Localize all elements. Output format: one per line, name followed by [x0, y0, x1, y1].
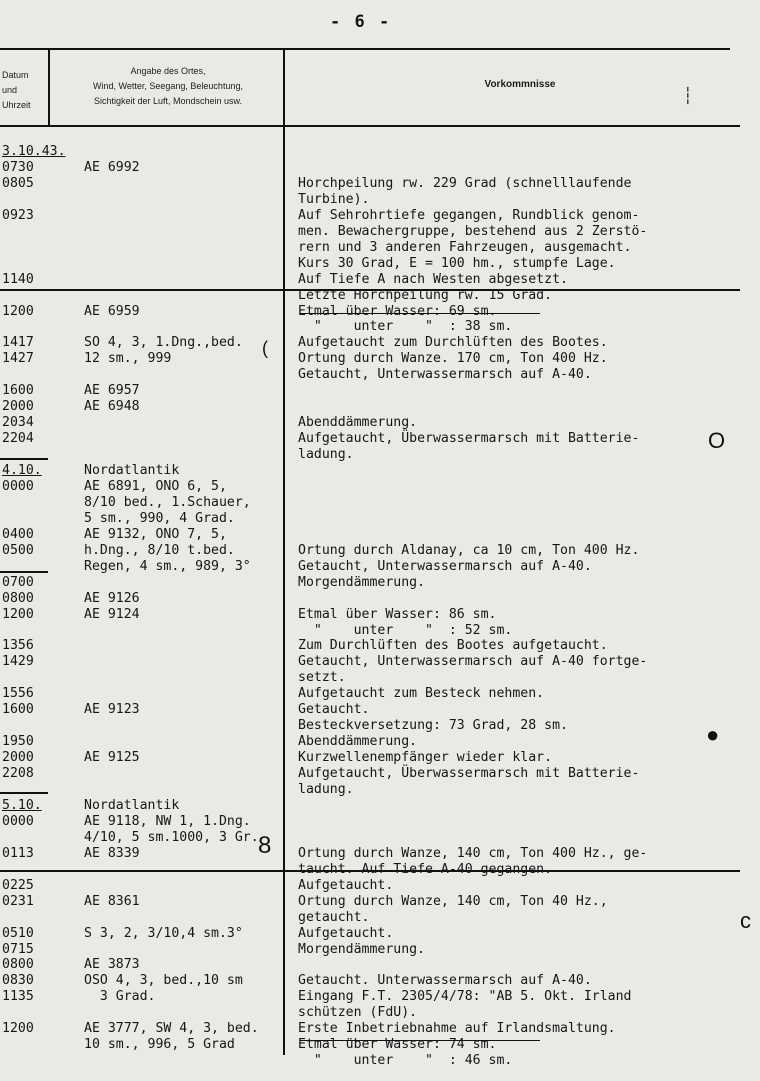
handwritten-scribble-mark: c [740, 908, 751, 933]
pencil-tick-mark: ┆ [683, 88, 693, 105]
row-event: Ortung durch Wanze. 170 cm, Ton 400 Hz. [298, 351, 608, 367]
row-time: 0800 [2, 957, 34, 973]
row-position: 8/10 bed., 1.Schauer, [84, 494, 251, 510]
row-event: Abenddämmerung. [298, 415, 418, 431]
log-row [0, 383, 760, 399]
header-location-line: Sichtigkeit der Luft, Mondschein usw. [93, 96, 243, 106]
header-date-line: Datum [2, 70, 29, 80]
log-row [0, 1037, 760, 1053]
row-event: men. Bewachergruppe, bestehend aus 2 Zerstö- [298, 223, 648, 239]
log-row [0, 1053, 760, 1069]
row-event: Ortung durch Wanze, 140 cm, Ton 400 Hz., ge- [298, 845, 648, 861]
row-time: 3.10.43. [2, 144, 66, 159]
row-event: Aufgetaucht zum Durchlüften des Bootes. [298, 335, 608, 351]
log-row [0, 702, 760, 718]
row-time: 2204 [2, 431, 34, 447]
header-location-line: Angabe des Ortes, [130, 66, 206, 76]
log-row [0, 989, 760, 1005]
log-row [0, 654, 760, 670]
log-row [0, 926, 760, 942]
row-event: taucht. Auf Tiefe A-40 gegangen. [298, 861, 553, 877]
row-time: 0000 [2, 813, 34, 829]
row-time: 1200 [2, 303, 34, 319]
column-divider-1 [48, 50, 50, 125]
row-event: Horchpeilung rw. 229 Grad (schnelllaufende [298, 175, 632, 191]
header-date-line: Uhrzeit [2, 100, 31, 110]
row-position: Regen, 4 sm., 989, 3° [84, 558, 251, 574]
log-row [0, 1005, 760, 1021]
log-row [0, 559, 760, 575]
row-time: 0000 [2, 478, 34, 494]
log-row [0, 335, 760, 351]
row-time: 1600 [2, 702, 34, 718]
row-position: 4/10, 5 sm.1000, 3 Gr. [84, 829, 259, 845]
row-time: 0400 [2, 526, 34, 542]
log-row [0, 431, 760, 447]
row-event: Etmal über Wasser: 74 sm. [298, 1037, 497, 1053]
row-time: 1429 [2, 654, 34, 670]
handwritten-circle-mark: ( [262, 338, 268, 358]
row-time: 5.10. [2, 797, 42, 813]
log-row [0, 399, 760, 415]
log-row [0, 527, 760, 543]
row-position: Nordatlantik [84, 797, 180, 813]
row-time: 0113 [2, 845, 34, 861]
log-row [0, 878, 760, 894]
row-event: Aufgetaucht zum Besteck nehmen. [298, 686, 545, 702]
log-row [0, 846, 760, 862]
header-events-column: Vorkommnisse [484, 79, 556, 90]
row-event: Aufgetaucht, Überwassermarsch mit Batterie- [298, 766, 640, 782]
log-row [0, 830, 760, 846]
row-event: Auf Sehrohrtiefe gegangen, Rundblick genom- [298, 207, 640, 223]
log-row [0, 351, 760, 367]
row-event: Etmal über Wasser: 69 sm. [298, 303, 497, 319]
log-row [0, 367, 760, 383]
log-row [0, 894, 760, 910]
row-time: 0923 [2, 207, 34, 223]
log-row [0, 750, 760, 766]
log-row [0, 910, 760, 926]
row-position: AE 9124 [84, 606, 140, 622]
handwritten-dot-mark: ● [706, 722, 720, 747]
row-event: Eingang F.T. 2305/4/78: "AB 5. Okt. Irland [298, 989, 632, 1005]
row-time: 0510 [2, 925, 34, 941]
row-event: Getaucht, Unterwassermarsch auf A-40. [298, 558, 592, 574]
row-time: 1556 [2, 686, 34, 702]
log-row [0, 798, 760, 814]
row-event: Erste Inbetriebnahme auf Irlandsmaltung. [298, 1021, 616, 1037]
row-position: AE 6959 [84, 303, 140, 319]
row-event: Ortung durch Wanze, 140 cm, Ton 40 Hz., [298, 893, 608, 909]
log-row [0, 272, 760, 288]
header-location-column [52, 64, 284, 109]
log-row [0, 208, 760, 224]
row-time: 0231 [2, 893, 34, 909]
row-event: setzt. [298, 670, 346, 686]
log-row [0, 288, 760, 304]
row-position: 5 sm., 990, 4 Grad. [84, 510, 235, 526]
page-number: - 6 - [330, 12, 392, 32]
log-row [0, 479, 760, 495]
row-event: Getaucht, Unterwassermarsch auf A-40 fortge- [298, 654, 648, 670]
row-time: 4.10. [2, 463, 42, 478]
row-event: Getaucht. [298, 702, 370, 718]
log-row [0, 543, 760, 559]
handwritten-circle-mark: O [708, 428, 726, 453]
row-event: Getaucht. Unterwassermarsch auf A-40. [298, 973, 592, 989]
row-event: ladung. [298, 782, 354, 797]
row-time: 1427 [2, 351, 34, 367]
row-event: Besteckversetzung: 73 Grad, 28 sm. [298, 718, 568, 734]
row-time: 1135 [2, 989, 34, 1005]
row-event: ladung. [298, 447, 354, 463]
row-position: AE 9126 [84, 590, 140, 606]
header-bottom-rule [0, 125, 740, 127]
log-row [0, 942, 760, 958]
log-row [0, 447, 760, 463]
row-time: 1140 [2, 271, 34, 287]
row-position: AE 8361 [84, 893, 140, 909]
row-time: 1200 [2, 606, 34, 622]
row-time: 1356 [2, 638, 34, 654]
row-event: schützen (FdU). [298, 1005, 418, 1021]
row-position: AE 3873 [84, 957, 140, 973]
row-position: AE 6948 [84, 399, 140, 415]
row-position: SO 4, 3, 1.Dng.,bed. [84, 335, 243, 351]
log-row [0, 957, 760, 973]
log-row [0, 638, 760, 654]
header-date-line: und [2, 85, 18, 95]
log-row [0, 192, 760, 208]
row-event: Etmal über Wasser: 86 sm. [298, 606, 497, 622]
row-position: h.Dng., 8/10 t.bed. [84, 542, 235, 558]
row-event: " unter " : 38 sm. [298, 319, 513, 335]
log-row [0, 160, 760, 176]
log-row [0, 734, 760, 750]
row-event: rern und 3 anderen Fahrzeugen, ausgemacht. [298, 239, 632, 255]
row-event: Abenddämmerung. [298, 734, 418, 750]
row-time: 2000 [2, 399, 34, 415]
row-time: 0715 [2, 941, 34, 957]
row-time: 0730 [2, 159, 34, 175]
row-position: 3 Grad. [84, 989, 156, 1005]
row-event: Aufgetaucht. [298, 877, 394, 893]
handwritten-scribble-mark: 8 [258, 832, 272, 859]
log-row [0, 256, 760, 272]
log-row [0, 176, 760, 192]
log-row [0, 814, 760, 830]
log-row [0, 575, 760, 591]
row-position: 12 sm., 999 [84, 351, 172, 367]
row-event: getaucht. [298, 909, 370, 925]
row-event: Letzte Horchpeilung rw. 15 Grad. [298, 287, 553, 303]
row-position: AE 3777, SW 4, 3, bed. [84, 1021, 259, 1037]
row-time: 2208 [2, 766, 34, 782]
row-time: 1417 [2, 335, 34, 351]
row-time: 2034 [2, 415, 34, 431]
log-row [0, 495, 760, 511]
row-time: 0830 [2, 973, 34, 989]
row-position: OSO 4, 3, bed.,10 sm [84, 973, 243, 989]
log-row [0, 973, 760, 989]
log-row [0, 144, 760, 160]
row-event: Turbine). [298, 191, 370, 207]
log-row [0, 607, 760, 623]
row-event: Auf Tiefe A nach Westen abgesetzt. [298, 271, 568, 287]
row-event: Kurs 30 Grad, E = 100 hm., stumpfe Lage. [298, 255, 616, 271]
row-time: 0500 [2, 542, 34, 558]
row-event: Morgendämmerung. [298, 941, 426, 957]
row-position: AE 9125 [84, 750, 140, 766]
row-position: AE 6957 [84, 383, 140, 399]
row-event: Ortung durch Aldanay, ca 10 cm, Ton 400 Hz. [298, 542, 640, 558]
row-time: 0805 [2, 175, 34, 191]
row-time: 0700 [2, 574, 34, 590]
log-row [0, 862, 760, 878]
row-event: Aufgetaucht. [298, 925, 394, 941]
header-location-line: Wind, Wetter, Seegang, Beleuchtung, [93, 81, 243, 91]
log-row [0, 304, 760, 320]
log-row [0, 319, 760, 335]
log-row [0, 415, 760, 431]
header-date-column [2, 68, 44, 113]
log-row [0, 511, 760, 527]
row-position: AE 9132, ONO 7, 5, [84, 526, 227, 542]
row-position: AE 8339 [84, 845, 140, 861]
log-row [0, 718, 760, 734]
log-row [0, 1021, 760, 1037]
row-event: " unter " : 52 sm. [298, 622, 513, 638]
log-row [0, 766, 760, 782]
row-position: AE 9118, NW 1, 1.Dng. [84, 813, 251, 829]
row-event: Zum Durchlüften des Bootes aufgetaucht. [298, 638, 608, 654]
row-time: 2000 [2, 750, 34, 766]
row-position: S 3, 2, 3/10,4 sm.3° [84, 925, 243, 941]
row-time: 1200 [2, 1021, 34, 1037]
row-position: AE 6992 [84, 159, 140, 175]
row-event: Kurzwellenempfänger wieder klar. [298, 750, 553, 766]
log-row [0, 224, 760, 240]
row-time: 1950 [2, 734, 34, 750]
log-row [0, 240, 760, 256]
row-time: 0800 [2, 590, 34, 606]
log-row [0, 686, 760, 702]
row-time: 0225 [2, 877, 34, 893]
row-position: 10 sm., 996, 5 Grad [84, 1037, 235, 1053]
row-position: AE 9123 [84, 702, 140, 718]
row-position: Nordatlantik [84, 463, 180, 478]
log-row [0, 463, 760, 479]
row-position: AE 6891, ONO 6, 5, [84, 478, 227, 494]
row-event: Morgendämmerung. [298, 574, 426, 590]
row-time: 1600 [2, 383, 34, 399]
row-event: " unter " : 46 sm. [298, 1053, 513, 1069]
table-top-rule [0, 48, 730, 50]
row-event: Aufgetaucht, Überwassermarsch mit Batterie- [298, 431, 640, 447]
log-row [0, 591, 760, 607]
log-row [0, 623, 760, 639]
log-row [0, 782, 760, 798]
log-row [0, 670, 760, 686]
row-event: Getaucht, Unterwassermarsch auf A-40. [298, 367, 592, 383]
